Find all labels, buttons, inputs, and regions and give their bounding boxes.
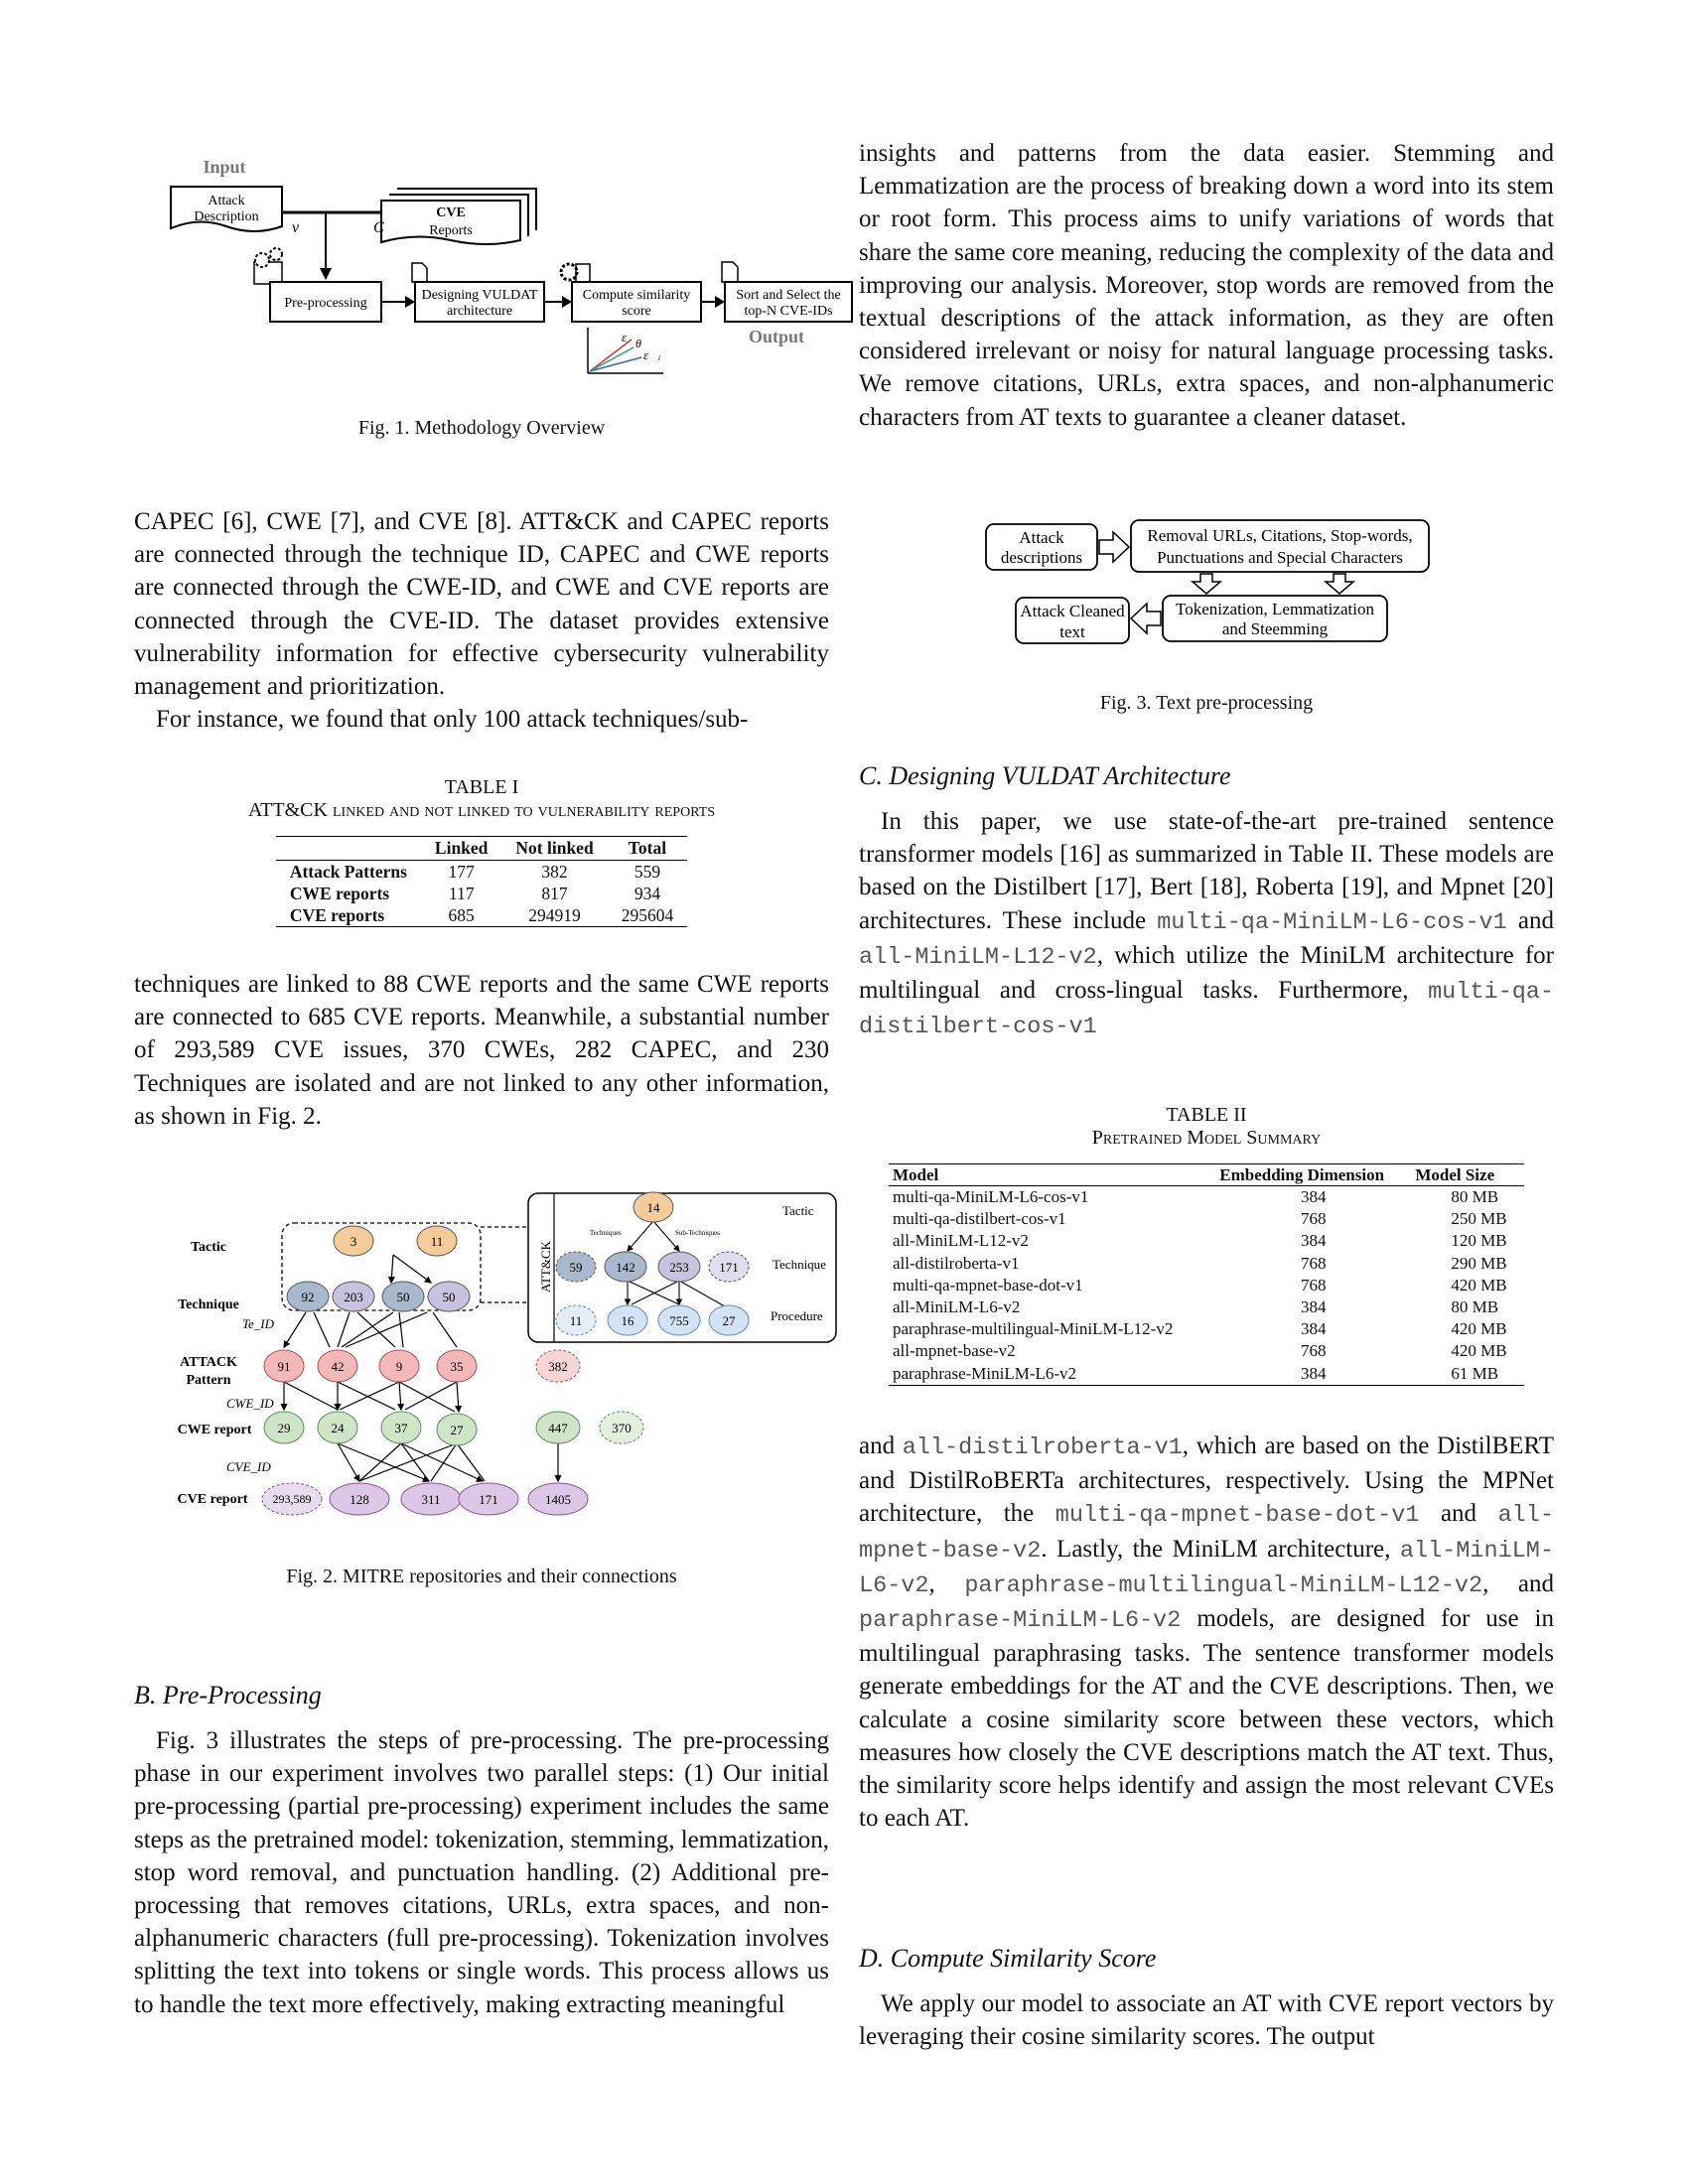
fig2-cwe-node: 24 bbox=[331, 1421, 345, 1435]
model-name: all-mpnet-base-v2 bbox=[859, 1502, 1554, 1565]
fig3-token-2: and Steemming bbox=[1221, 619, 1329, 638]
table1-cell: 295604 bbox=[621, 905, 674, 925]
fig2-row-label: Tactic bbox=[190, 1240, 227, 1255]
fig2-edge-label: CWE_ID bbox=[226, 1396, 274, 1411]
model-name: all-MiniLM-L6-v2 bbox=[859, 1537, 1554, 1599]
table2-cell: 250 MB bbox=[1451, 1209, 1507, 1229]
table-row bbox=[889, 1275, 1524, 1297]
table1-cell: 294919 bbox=[528, 905, 581, 925]
fig2-inset-label: Technique bbox=[773, 1257, 826, 1272]
model-name: paraphrase-MiniLM-L6-v2 bbox=[859, 1607, 1182, 1635]
fig2-inset-label: Procedure bbox=[771, 1308, 823, 1323]
fig1-caption: Fig. 1. Methodology Overview bbox=[357, 417, 606, 439]
document-icon bbox=[412, 263, 427, 282]
table1-cell: 934 bbox=[633, 884, 661, 903]
left-paragraph-2: For instance, we found that only 100 attack techniques/sub- bbox=[156, 706, 749, 734]
fig1-preprocessing: Pre-processing bbox=[284, 296, 367, 311]
fig2-row-label: ATTACK bbox=[180, 1355, 237, 1370]
fig2-inset-procedure: 16 bbox=[621, 1313, 634, 1328]
fig2-tactic-node: 3 bbox=[350, 1234, 357, 1249]
figure-2-mitre-graph bbox=[169, 1183, 844, 1531]
text-span: and bbox=[859, 1433, 903, 1459]
table1-header: Linked bbox=[421, 837, 502, 861]
table2-cell: 768 bbox=[1301, 1253, 1327, 1273]
fig2-cve-node: 293,589 bbox=[272, 1492, 312, 1506]
table1-cell: 117 bbox=[448, 884, 475, 903]
table2-cell: all-distilroberta-v1 bbox=[893, 1253, 1020, 1273]
fig2-inset-label: Tactic bbox=[782, 1203, 814, 1218]
figure-3-preprocessing bbox=[978, 514, 1445, 653]
table2-cell: paraphrase-MiniLM-L6-v2 bbox=[893, 1363, 1077, 1383]
model-name: paraphrase-multilingual-MiniLM-L12-v2 bbox=[964, 1571, 1483, 1599]
model-name: all-distilroberta-v1 bbox=[902, 1434, 1183, 1461]
table-row bbox=[276, 883, 687, 904]
left-paragraph-4: Fig. 3 illustrates the steps of pre-processing. The pre-processing phase in our experiment involves two parallel steps: (1) Our initial pre-processing (partial pre-processing) experiment includes the same steps as the pretrained model: tokenization, stemming, lemmatization, stop word removal, and punctuation handling. (2) Additional pre-processing that removes citations, URLs, extra spaces, and non-alphanumeric characters (full pre-processing). Tokenization involves splitting the text into tokens or single words. This process allows us to handle the text more effectively, making extracting meaningful bbox=[134, 1727, 829, 2018]
fig1-vector-c: ε⃗ᵢ bbox=[643, 347, 661, 362]
table-row bbox=[889, 1318, 1524, 1340]
table-row bbox=[889, 1253, 1524, 1275]
table2-label: TABLE II bbox=[1166, 1104, 1247, 1126]
table1-cell: 685 bbox=[448, 905, 475, 925]
gear-icon bbox=[254, 248, 282, 284]
fig1-output-label: Output bbox=[748, 327, 805, 346]
text-span: models, are designed for use in multilingual paraphrasing tasks. The sentence transformer models generate embeddings for the AT and the CVE descriptions. Then, we calculate a cosine similarity score between these vectors, which measures how closely the CVE descriptions match the AT text. Thus, the similarity score helps identify and assign the most relevant CVEs to each AT. bbox=[859, 1605, 1554, 1833]
fig1-attack-desc: Attack bbox=[208, 194, 245, 208]
text-span: , which utilize the MiniLM architecture for multilingual and cross-lingual tasks. Furthermore, bbox=[859, 941, 1554, 1005]
fig2-edge-label: CVE_ID bbox=[226, 1459, 271, 1474]
right-paragraph-3 bbox=[859, 1430, 1554, 1835]
fig2-inset-procedure: 27 bbox=[722, 1313, 736, 1328]
fig3-attack: Attack bbox=[1019, 528, 1064, 547]
fig2-inset-procedure: 11 bbox=[569, 1313, 583, 1328]
table2-cell: 290 MB bbox=[1451, 1253, 1507, 1273]
fig1-input-label: Input bbox=[203, 157, 246, 177]
fig3-cleaned: Attack Cleaned bbox=[1020, 602, 1125, 620]
table-row bbox=[276, 904, 687, 927]
fig2-technique-node: 92 bbox=[301, 1290, 315, 1304]
text-span: In this paper, we use state-of-the-art pre-trained sentence transformer models [16] as summarized in Table II. These models are based on the Distilbert [17], Bert [18], Roberta [19], and Mpnet [20] architectures. These include bbox=[859, 808, 1554, 934]
fig2-row-label: Pattern bbox=[186, 1373, 231, 1388]
table2-cell: all-MiniLM-L12-v2 bbox=[893, 1231, 1029, 1251]
left-paragraph-1: CAPEC [6], CWE [7], and CVE [8]. ATT&CK and CAPEC reports are connected through the technique ID, CAPEC and CWE reports are connected through the CWE-ID, and CWE and CVE reports are connected through the CVE-ID. The dataset provides extensive vulnerability information for effective cybersecurity vulnerability management and prioritization. bbox=[134, 508, 829, 701]
fig2-inset-technique: 253 bbox=[669, 1260, 689, 1275]
fig2-inset-technique: 59 bbox=[569, 1260, 583, 1275]
fig2-edge-label: Te_ID bbox=[242, 1316, 275, 1331]
table-row bbox=[889, 1297, 1524, 1318]
fig1-c-label: C bbox=[373, 219, 384, 236]
table1-cell: Attack Patterns bbox=[289, 862, 407, 882]
table2-cell: 420 MB bbox=[1451, 1341, 1507, 1361]
table2-cell: 384 bbox=[1301, 1231, 1327, 1251]
text-span: , which are based on the DistilBERT and DistilRoBERTa architectures, respectively. Using the MPNet architecture, the bbox=[859, 1433, 1554, 1528]
table2-cell: 768 bbox=[1301, 1275, 1327, 1295]
section-c-heading: C. Designing VULDAT Architecture bbox=[859, 761, 1231, 790]
table1-cell: CWE reports bbox=[289, 884, 390, 903]
fig2-cwe-node: 29 bbox=[277, 1421, 291, 1435]
fig3-removal-2: Punctuations and Special Characters bbox=[1157, 548, 1403, 567]
fig2-cwe-node: 37 bbox=[394, 1421, 408, 1435]
table1-cell: 817 bbox=[541, 884, 568, 903]
fig1-vector-b: θ bbox=[635, 337, 641, 350]
fig2-attack-node: 42 bbox=[331, 1359, 345, 1374]
fig2-caption: Fig. 2. MITRE repositories and their connections bbox=[286, 1566, 677, 1587]
fig2-attack-node: 382 bbox=[548, 1359, 568, 1374]
fig2-cwe-node: 27 bbox=[450, 1423, 464, 1437]
fig1-cve-2: Reports bbox=[429, 223, 473, 238]
table2-cell: 384 bbox=[1301, 1319, 1327, 1339]
table2-cell: 120 MB bbox=[1451, 1231, 1507, 1251]
table1-header: Total bbox=[608, 837, 688, 861]
right-paragraph-2 bbox=[859, 805, 1554, 1043]
table2-cell: 768 bbox=[1301, 1209, 1327, 1229]
table1-header bbox=[276, 837, 421, 861]
fig2-technique-node: 50 bbox=[396, 1290, 410, 1304]
fig2-row-label: CWE report bbox=[177, 1423, 252, 1437]
fig3-caption: Fig. 3. Text pre-processing bbox=[1099, 692, 1314, 714]
fig1-designing-2: architecture bbox=[446, 304, 513, 319]
table1-cell: 177 bbox=[448, 862, 475, 882]
section-b-heading: B. Pre-Processing bbox=[134, 1681, 322, 1709]
table-row bbox=[276, 861, 687, 884]
fig2-cwe-node: 447 bbox=[548, 1421, 568, 1435]
text-span: and bbox=[1506, 906, 1554, 934]
table2-cell: all-MiniLM-L6-v2 bbox=[893, 1297, 1021, 1317]
table1-label: TABLE I bbox=[444, 776, 519, 798]
fig2-cwe-node: 370 bbox=[612, 1421, 632, 1435]
model-name: multi-qa-MiniLM-L6-cos-v1 bbox=[1157, 908, 1507, 936]
fig2-inset-side: ATT&CK bbox=[538, 1241, 553, 1293]
text-span: , bbox=[928, 1570, 965, 1597]
table2-cell: 80 MB bbox=[1451, 1187, 1499, 1206]
fig2-attack-node: 91 bbox=[277, 1359, 291, 1374]
table2-cell: 80 MB bbox=[1451, 1297, 1499, 1317]
table2-cell: multi-qa-distilbert-cos-v1 bbox=[893, 1209, 1066, 1229]
table2-cell: 384 bbox=[1301, 1187, 1327, 1206]
fig3-cleaned-2: text bbox=[1059, 622, 1085, 641]
text-span: , and bbox=[1482, 1570, 1554, 1597]
table2-cell: 420 MB bbox=[1451, 1319, 1507, 1339]
fig2-cve-node: 128 bbox=[350, 1492, 369, 1507]
table1-cell: CVE reports bbox=[289, 905, 385, 925]
fig2-inset-small: Techniques bbox=[590, 1229, 622, 1237]
table2-cell: 384 bbox=[1301, 1363, 1327, 1383]
fig3-removal: Removal URLs, Citations, Stop-words, bbox=[1147, 526, 1413, 545]
fig1-vector-a: ε⃗ bbox=[622, 330, 637, 344]
model-name: multi-qa-mpnet-base-dot-v1 bbox=[1055, 1502, 1420, 1530]
model-name: multi-qa-distilbert-cos-v1 bbox=[859, 979, 1554, 1041]
fig2-inset-procedure: 755 bbox=[669, 1313, 689, 1328]
fig2-cve-node: 311 bbox=[421, 1492, 441, 1507]
table2-cell: paraphrase-multilingual-MiniLM-L12-v2 bbox=[893, 1319, 1174, 1339]
fig3-attack-2: descriptions bbox=[1000, 548, 1083, 567]
table2 bbox=[889, 1163, 1524, 1386]
table-row bbox=[889, 1230, 1524, 1252]
fig2-tactic-node: 11 bbox=[430, 1234, 444, 1249]
fig2-inset-tactic: 14 bbox=[646, 1200, 660, 1215]
left-paragraph-3: techniques are linked to 88 CWE reports and the same CWE reports are connected to 685 CVE reports. Meanwhile, a substantial number of 293,589 CVE issues, 370 CWEs, 282 CAPEC, and 230 Techniques are isolated and are not linked to any other information, as shown in Fig. 2. bbox=[134, 971, 829, 1130]
fig1-compute: Compute similarity bbox=[582, 288, 691, 303]
fig2-attack-node: 35 bbox=[450, 1359, 464, 1374]
right-paragraph-1: insights and patterns from the data easier. Stemming and Lemmatization are the process of breaking down a word into its stem or root form. This process aims to unify variations of words that share the same core meaning, reducing the complexity of the data and improving our analysis. Moreover, stop words are removed from the textual descriptions of the attack information, as they are often considered irrelevant or noisy for natural language processing tasks. We remove citations, URLs, extra spaces, and non-alphanumeric characters from AT texts to guarantee a cleaner dataset. bbox=[859, 140, 1554, 431]
table1-header: Not linked bbox=[501, 837, 607, 861]
table2-cell: 420 MB bbox=[1451, 1275, 1507, 1295]
fig1-designing: Designing VULDAT bbox=[421, 288, 538, 303]
model-name: all-MiniLM-L12-v2 bbox=[859, 943, 1097, 971]
text-span: . Lastly, the MiniLM architecture, bbox=[1041, 1535, 1400, 1563]
fig2-inset-technique: 142 bbox=[616, 1260, 635, 1275]
table2-cell: multi-qa-MiniLM-L6-cos-v1 bbox=[893, 1187, 1089, 1206]
fig2-inset-technique: 171 bbox=[719, 1260, 739, 1275]
table2-title: Pretrained Model Summary bbox=[1091, 1127, 1322, 1149]
table-row bbox=[889, 1363, 1524, 1386]
table2-cell: 61 MB bbox=[1451, 1363, 1499, 1383]
table-row bbox=[889, 1186, 1524, 1209]
table2-header: Model Size bbox=[1411, 1164, 1524, 1186]
table-row bbox=[889, 1340, 1524, 1362]
gear-icon bbox=[561, 264, 590, 282]
table1-cell: 559 bbox=[633, 862, 661, 882]
fig2-technique-node: 50 bbox=[442, 1290, 456, 1304]
fig1-sort-2: top-N CVE-IDs bbox=[744, 304, 833, 319]
table2-cell: 768 bbox=[1301, 1341, 1327, 1361]
fig1-cve: CVE bbox=[436, 205, 466, 220]
fig1-attack-desc-2: Description bbox=[194, 209, 259, 224]
table1-cell: 382 bbox=[541, 862, 568, 882]
fig1-sort: Sort and Select the bbox=[736, 288, 841, 303]
right-paragraph-4: We apply our model to associate an AT with CVE report vectors by leveraging their cosine similarity scores. The output bbox=[859, 1990, 1554, 2051]
document-icon bbox=[722, 262, 738, 282]
fig2-cve-node: 1405 bbox=[545, 1492, 571, 1507]
text-span: and bbox=[1419, 1500, 1498, 1528]
figure-1-methodology bbox=[159, 149, 854, 387]
fig1-v-label: v bbox=[292, 219, 300, 236]
fig2-row-label: CVE report bbox=[177, 1492, 248, 1507]
table2-cell: all-mpnet-base-v2 bbox=[893, 1341, 1016, 1361]
fig2-technique-node: 203 bbox=[344, 1290, 363, 1304]
section-d-heading: D. Compute Similarity Score bbox=[859, 1944, 1157, 1973]
table-row bbox=[889, 1208, 1524, 1230]
fig2-attack-node: 9 bbox=[395, 1359, 403, 1374]
table2-header: Model bbox=[889, 1164, 1215, 1186]
table2-header: Embedding Dimension bbox=[1215, 1164, 1411, 1186]
fig3-token: Tokenization, Lemmatization bbox=[1176, 600, 1374, 618]
table1 bbox=[276, 836, 687, 927]
table2-cell: 384 bbox=[1301, 1297, 1327, 1317]
fig2-inset-small: Sub-Techniques bbox=[675, 1229, 721, 1237]
fig1-compute-2: score bbox=[622, 304, 651, 319]
table2-cell: multi-qa-mpnet-base-dot-v1 bbox=[893, 1275, 1083, 1295]
fig2-row-label: Technique bbox=[178, 1297, 239, 1312]
table1-title: ATT&CK linked and not linked to vulnerability reports bbox=[247, 799, 716, 821]
fig2-cve-node: 171 bbox=[479, 1492, 498, 1507]
